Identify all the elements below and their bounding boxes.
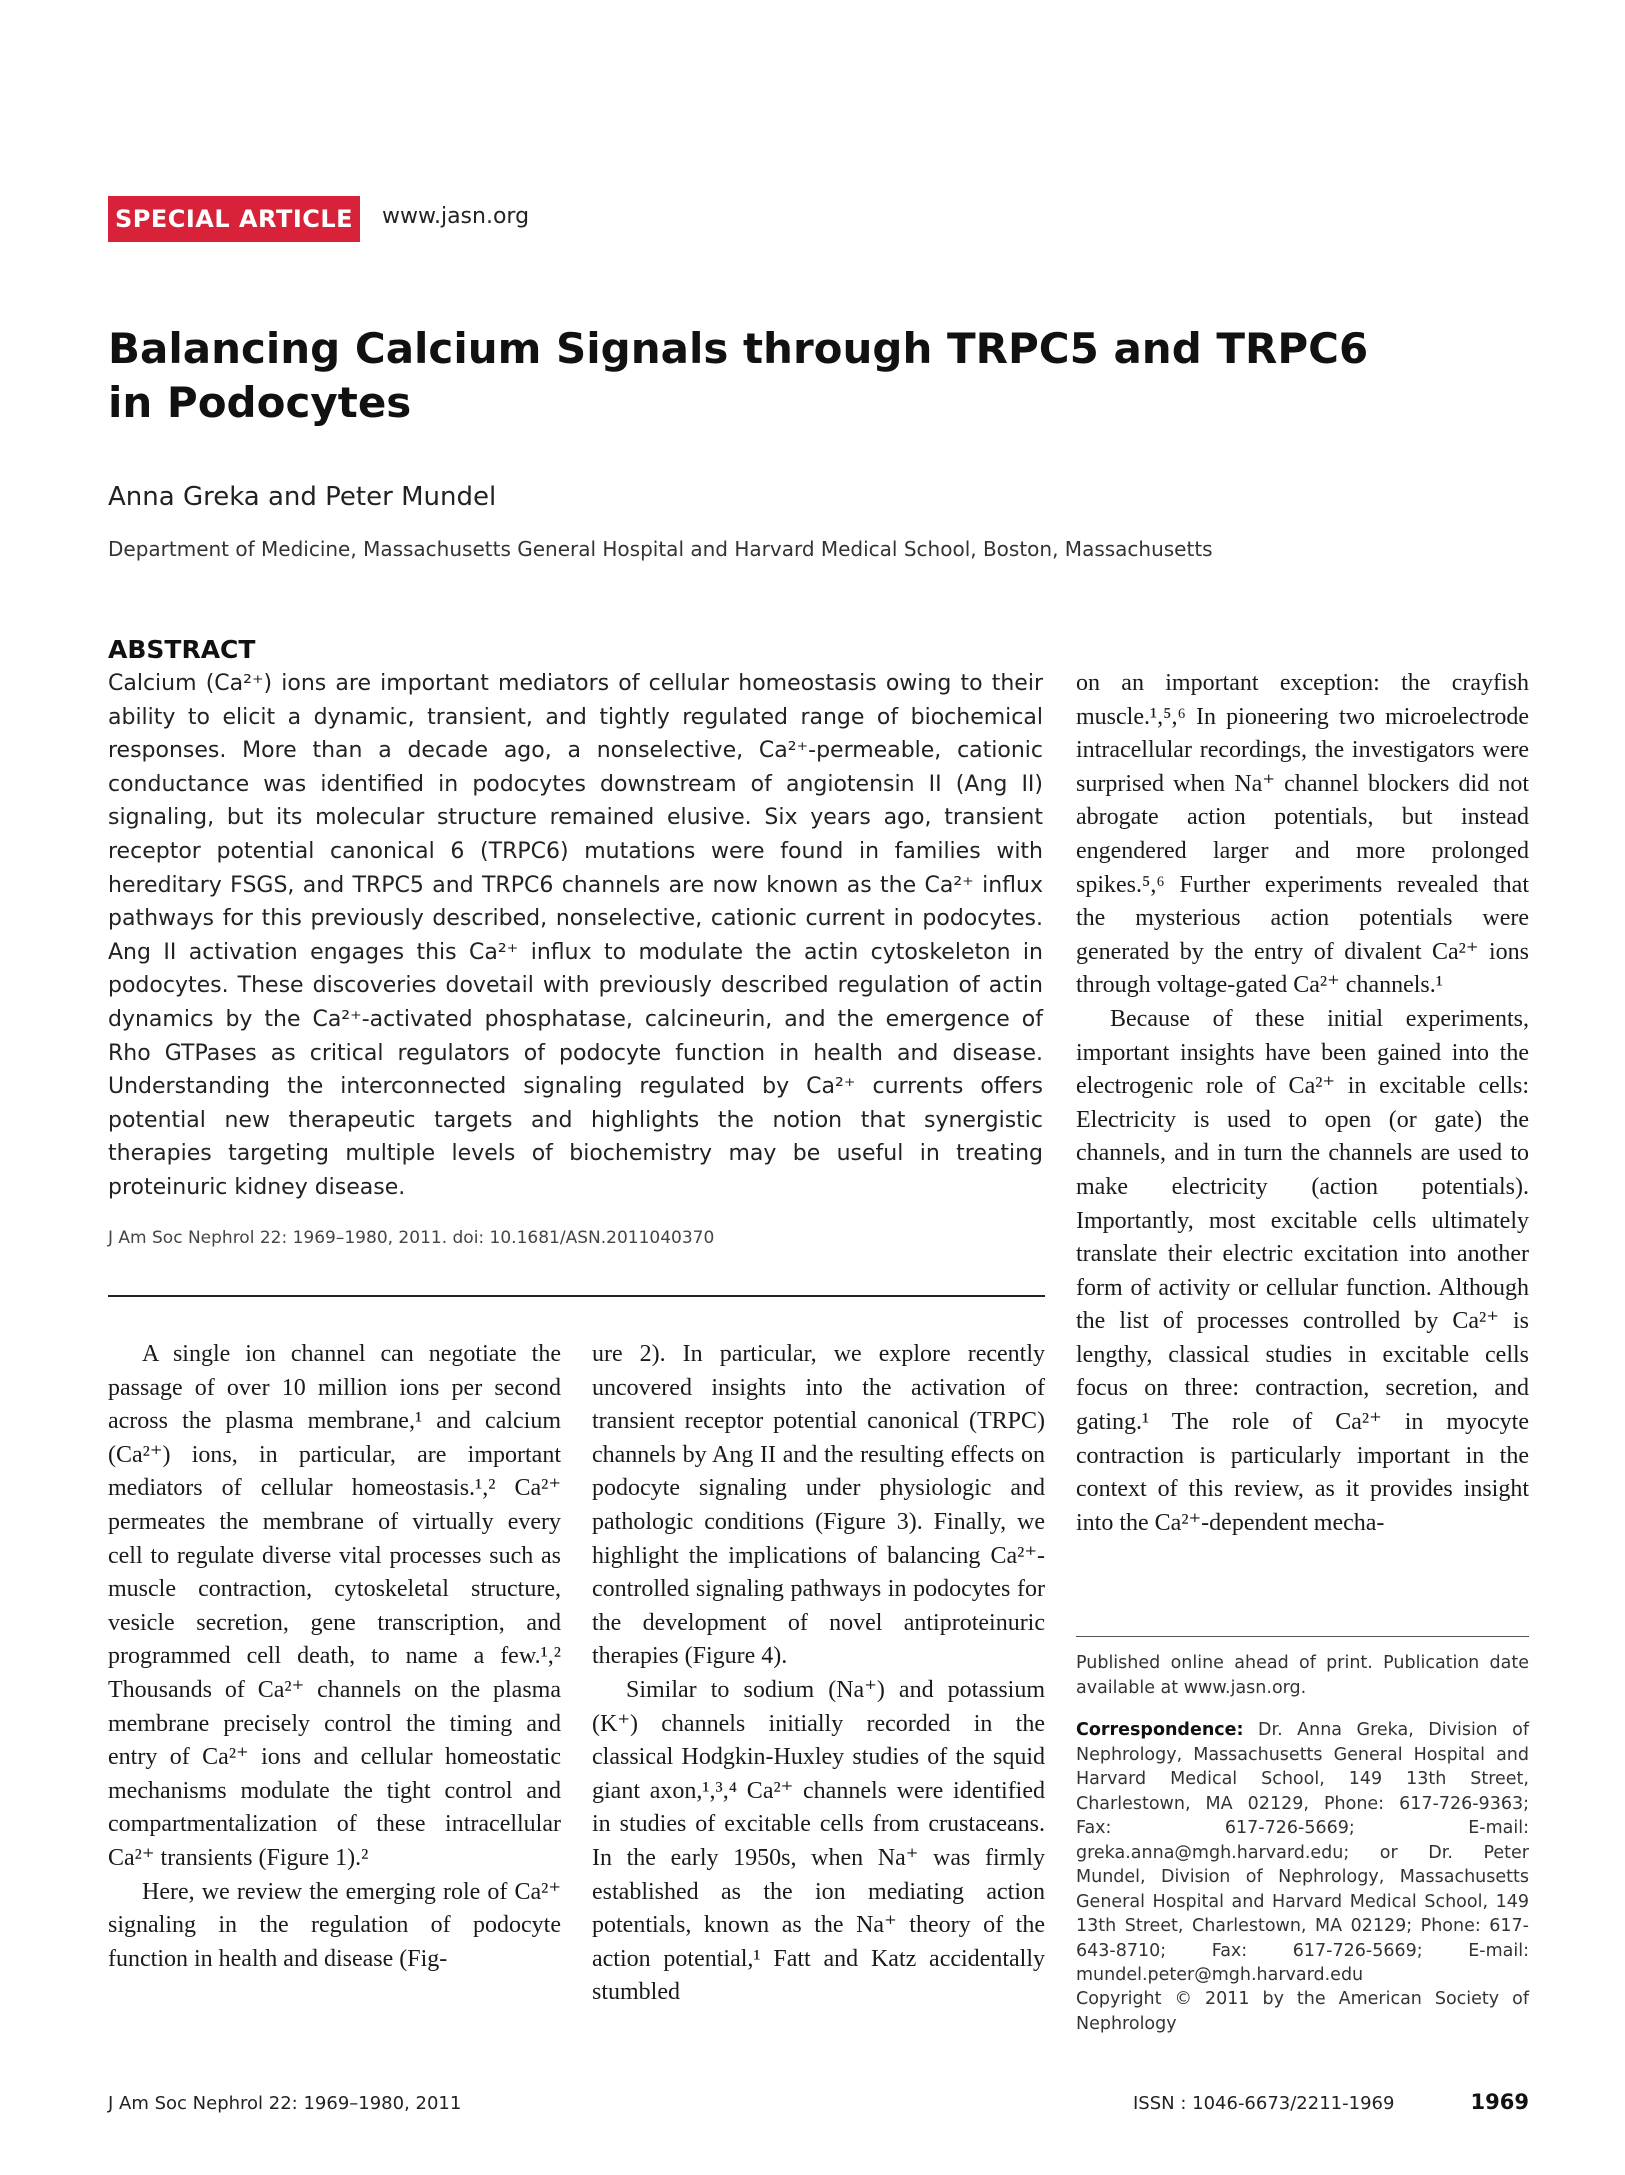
correspondence-note xyxy=(1076,1718,1529,1988)
correspondence-label: Correspondence: xyxy=(1076,1720,1244,1740)
special-article-badge: SPECIAL ARTICLE xyxy=(108,196,360,242)
paragraph: Because of these initial experiments, important insights have been gained into the electrogenic role of Ca²⁺ in excitable cells: Electricity is used to open (or gate) the channels, and in turn the channels are used to make electricity (action potentials). Importantly, most excitable cells ultimately translate their electric excitation into another form of activity or cellular function. Although the list of processes controlled by Ca²⁺ is lengthy, classical studies in excitable cells focus on three: contraction, secretion, and gating.¹ The role of Ca²⁺ in myocyte contraction is particularly important in the context of this review, as it provides insight into the Ca²⁺-dependent mecha- xyxy=(1076,1005,1529,1536)
paragraph: Here, we review the emerging role of Ca²⁺ signaling in the regulation of podocyte function in health and disease (Fig- xyxy=(108,1878,561,1972)
abstract-text: Calcium (Ca²⁺) ions are important mediators of cellular homeostasis owing to their ability to elicit a dynamic, transient, and tightly regulated range of biochemical responses. More than a decade ago, a nonselective, Ca²⁺-permeable, cationic conductance was identified in podocytes downstream of angiotensin II (Ang II) signaling, but its molecular structure remained elusive. Six years ago, transient receptor potential canonical 6 (TRPC6) mutations were found in families with hereditary FSGS, and TRPC5 and TRPC6 channels are now known as the Ca²⁺ influx pathways for this previously described, nonselective, cationic current in podocytes. Ang II activation engages this Ca²⁺ influx to modulate the actin cytoskeleton in podocytes. These discoveries dovetail with previously described regulation of actin dynamics by the Ca²⁺-activated phosphatase, calcineurin, and the emergence of Rho GTPases as critical regulators of podocyte function in health and disease. Understanding the interconnected signaling regulated by Ca²⁺ currents offers potential new therapeutic targets and highlights the notion that synergistic therapies targeting multiple levels of biochemistry may be useful in treating proteinuric kidney disease. xyxy=(108,671,1043,1200)
article-title xyxy=(108,322,1408,430)
body-column-2 xyxy=(592,1338,1045,2010)
authors: Anna Greka and Peter Mundel xyxy=(108,482,497,512)
publication-note: Published online ahead of print. Publication date available at www.jasn.org. xyxy=(1076,1653,1529,1698)
journal-website: www.jasn.org xyxy=(382,204,530,229)
paragraph: ure 2). In particular, we explore recently uncovered insights into the activation of transient receptor potential canonical (TRPC) channels by Ang II and the resulting effects on podocyte signaling under physiologic and pathologic conditions (Figure 3). Finally, we highlight the implications of balancing Ca²⁺-controlled signaling pathways in podocytes for the development of novel antiproteinuric therapies (Figure 4). xyxy=(592,1341,1045,1670)
title-line-2: in Podocytes xyxy=(108,378,412,427)
page-number: 1969 xyxy=(1470,2090,1529,2114)
affiliation: Department of Medicine, Massachusetts General Hospital and Harvard Medical School, Boston, Massachusetts xyxy=(108,537,1213,561)
body-column-1 xyxy=(108,1338,561,1976)
paragraph: Similar to sodium (Na⁺) and potassium (K⁺) channels initially recorded in the classical Hodgkin-Huxley studies of the squid giant axon,¹,³,⁴ Ca²⁺ channels were identified in studies of excitable cells from crustaceans. In the early 1950s, when Na⁺ was firmly established as the ion mediating action potentials, known as the Na⁺ theory of the action potential,¹ Fatt and Katz accidentally stumbled xyxy=(592,1676,1045,2006)
footer-journal: J Am Soc Nephrol 22: 1969–1980, 2011 xyxy=(108,2093,462,2114)
citation: J Am Soc Nephrol 22: 1969–1980, 2011. doi: 10.1681/ASN.2011040370 xyxy=(108,1228,715,1248)
title-line-1: Balancing Calcium Signals through TRPC5 and TRPC6 xyxy=(108,324,1369,373)
correspondence-text: Dr. Anna Greka, Division of Nephrology, Massachusetts General Hospital and Harvard Medical School, 149 13th Street, Charlestown, MA 02129, Phone: 617-726-9363; Fax: 617-726-5669; E-mail: greka.anna@mgh.harvard.edu; or Dr. Peter Mundel, Division of Nephrology, Massachusetts General Hospital and Harvard Medical School, 149 13th Street, Charlestown, MA 02129; Phone: 617-643-8710; Fax: 617-726-5669; E-mail: mundel.peter@mgh.harvard.edu xyxy=(1076,1720,1529,1985)
body-column-3 xyxy=(1076,667,1529,1540)
copyright-note: Copyright © 2011 by the American Society of Nephrology xyxy=(1076,1989,1529,2034)
abstract-divider xyxy=(108,1295,1045,1297)
footer-issn: ISSN : 1046-6673/2211-1969 xyxy=(1133,2093,1395,2114)
footnote-divider xyxy=(1076,1636,1529,1637)
abstract-heading: ABSTRACT xyxy=(108,635,256,664)
paragraph: A single ion channel can negotiate the passage of over 10 million ions per second across the plasma membrane,¹ and calcium (Ca²⁺) ions, in particular, are important mediators of cellular homeostasis.¹,² Ca²⁺ permeates the membrane of virtually every cell to regulate diverse vital processes such as muscle contraction, cytoskeletal structure, vesicle secretion, gene transcription, and programmed cell death, to name a few.¹,² Thousands of Ca²⁺ channels on the plasma membrane precisely control the timing and entry of Ca²⁺ ions and cellular homeostatic mechanisms modulate the tight control and compartmentalization of these intracellular Ca²⁺ transients (Figure 1).² xyxy=(108,1341,561,1871)
paragraph: on an important exception: the crayfish muscle.¹,⁵,⁶ In pioneering two microelectrode intracellular recordings, the investigators were surprised when Na⁺ channel blockers did not abrogate action potentials, but instead engendered larger and more prolonged spikes.⁵,⁶ Further experiments revealed that the mysterious action potentials were generated by the entry of divalent Ca²⁺ ions through voltage-gated Ca²⁺ channels.¹ xyxy=(1076,670,1529,999)
